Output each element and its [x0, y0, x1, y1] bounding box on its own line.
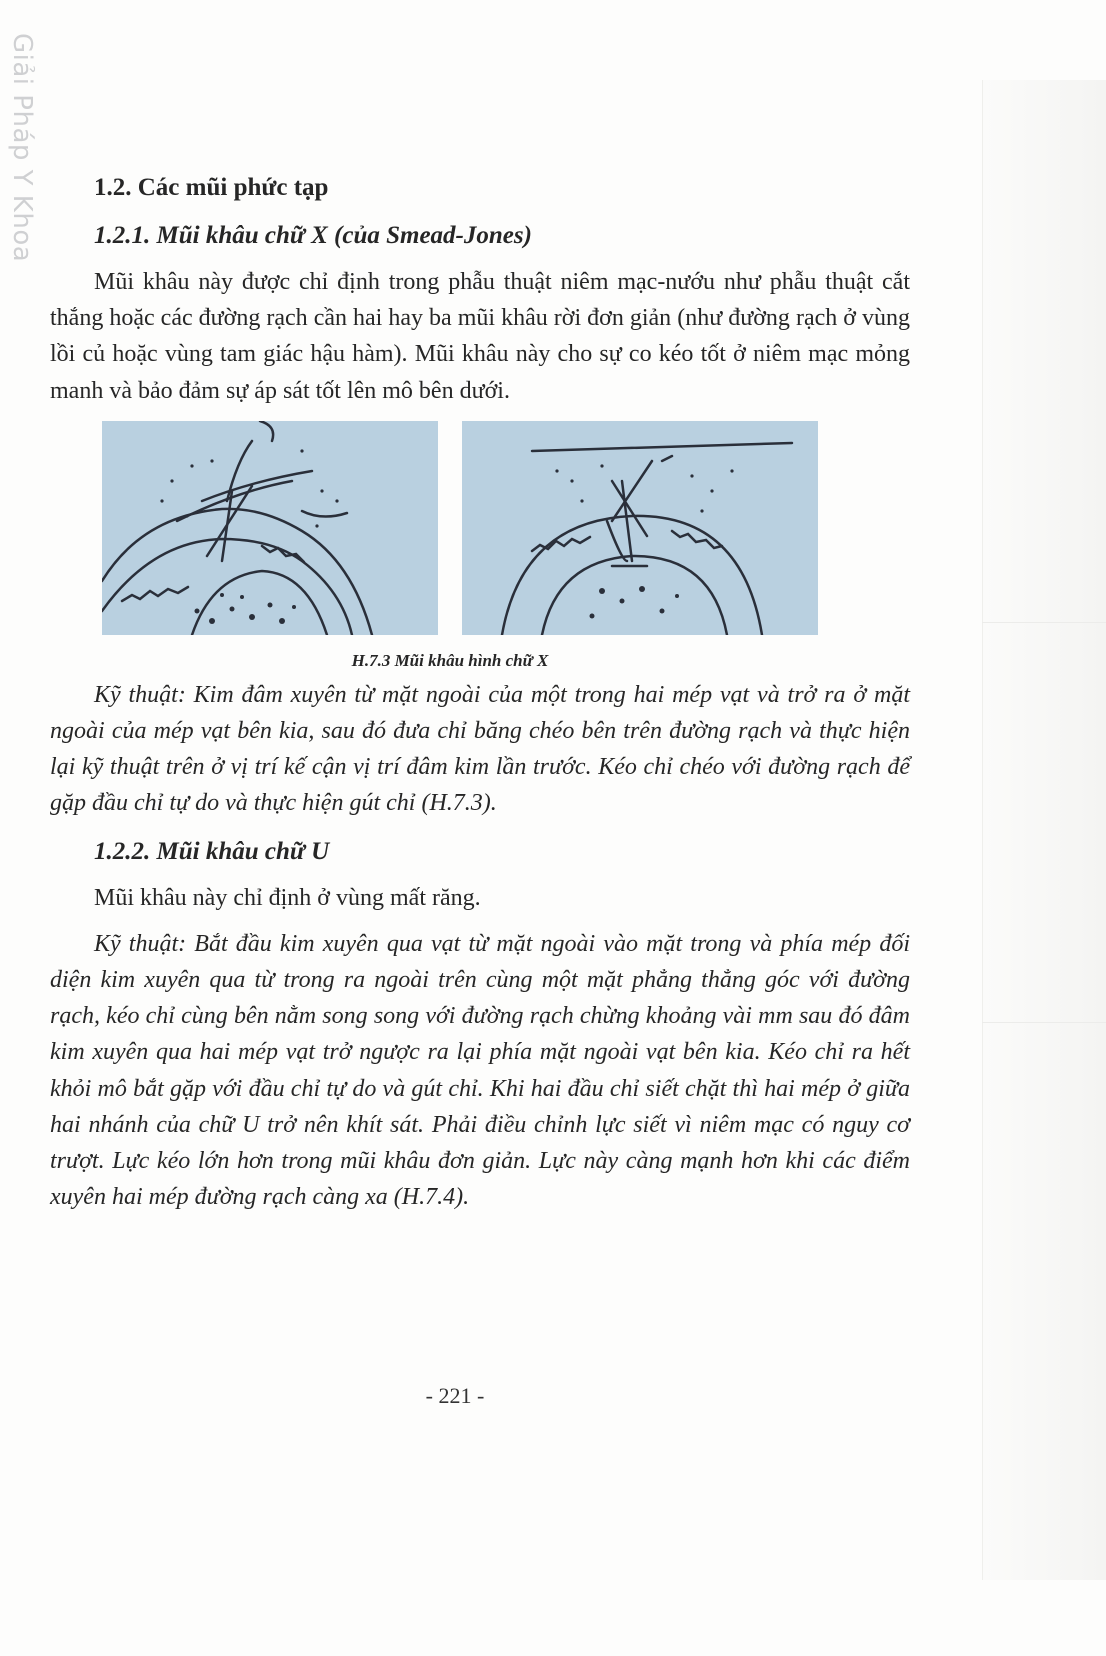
- figure-x-suture-left-illustration: [102, 421, 438, 635]
- gutter-divider: [982, 622, 1106, 623]
- page-content: [50, 168, 910, 1215]
- figure-x-suture-right-illustration: [462, 421, 818, 635]
- watermark-text: Giải Pháp Y Khoa: [7, 33, 37, 263]
- section-title: 1.2. Các mũi phức tạp: [94, 174, 329, 201]
- gutter-divider: [982, 1022, 1106, 1023]
- figure-caption: H.7.3 Mũi khâu hình chữ X: [351, 650, 549, 670]
- subsection-title-u-suture: 1.2.2. Mũi khâu chữ U: [94, 837, 330, 865]
- u-suture-intro: Mũi khâu này chỉ định ở vùng mất răng.: [94, 884, 481, 911]
- subsection-title-x-suture: 1.2.1. Mũi khâu chữ X (của Smead-Jones): [94, 222, 532, 249]
- page-gutter: [982, 80, 1106, 1580]
- x-suture-intro: Mũi khâu này được chỉ định trong phẫu thuật niêm mạc-nướu như phẫu thuật cắt thắng hoặc các đường rạch cần hai hay ba mũi khâu rời đơn giản (như đường rạch ở vùng lồi củ hoặc vùng tam giác hậu hàm). Mũi khâu này cho sự co kéo tốt ở niêm mạc mỏng manh và bảo đảm sự áp sát tốt lên mô bên dưới.: [50, 269, 910, 404]
- x-suture-technique: Kỹ thuật: Kim đâm xuyên từ mặt ngoài của một trong hai mép vạt và trở ra ở mặt ngoài của mép vạt bên kia, sau đó đưa chỉ băng chéo bên trên đường rạch và thực hiện lại kỹ thuật trên ở vị trí kế cận vị trí đâm kim lần trước. Kéo chỉ chéo với đường rạch để gặp đầu chỉ tự do và thực hiện gút chỉ (H.7.3).: [50, 681, 910, 817]
- figure-h73: [50, 421, 910, 655]
- u-suture-technique: Kỹ thuật: Bắt đầu kim xuyên qua vạt từ mặt ngoài vào mặt trong và phía mép đối diện kim xuyên qua từ trong ra ngoài trên cùng một mặt phẳng thẳng góc với đường rạch, kéo chỉ cùng bên nằm song song với đường rạch chừng khoảng vài mm sau đó đâm kim xuyên qua hai mép vạt trở ngược ra lại phía mặt ngoài vạt bên kia. Kéo chỉ ra hết khỏi mô bắt gặp với đầu chỉ tự do và gút chỉ. Khi hai đầu chỉ siết chặt thì hai mép ở giữa hai nhánh của chữ U trở nên khít sát. Phải điều chỉnh lực siết vì niêm mạc có nguy cơ trượt. Lực kéo lớn hơn trong mũi khâu đơn giản. Lực này càng mạnh hơn khi các điểm xuyên hai mép đường rạch càng xa (H.7.4).: [50, 930, 910, 1211]
- page-number: - 221 -: [425, 1383, 485, 1408]
